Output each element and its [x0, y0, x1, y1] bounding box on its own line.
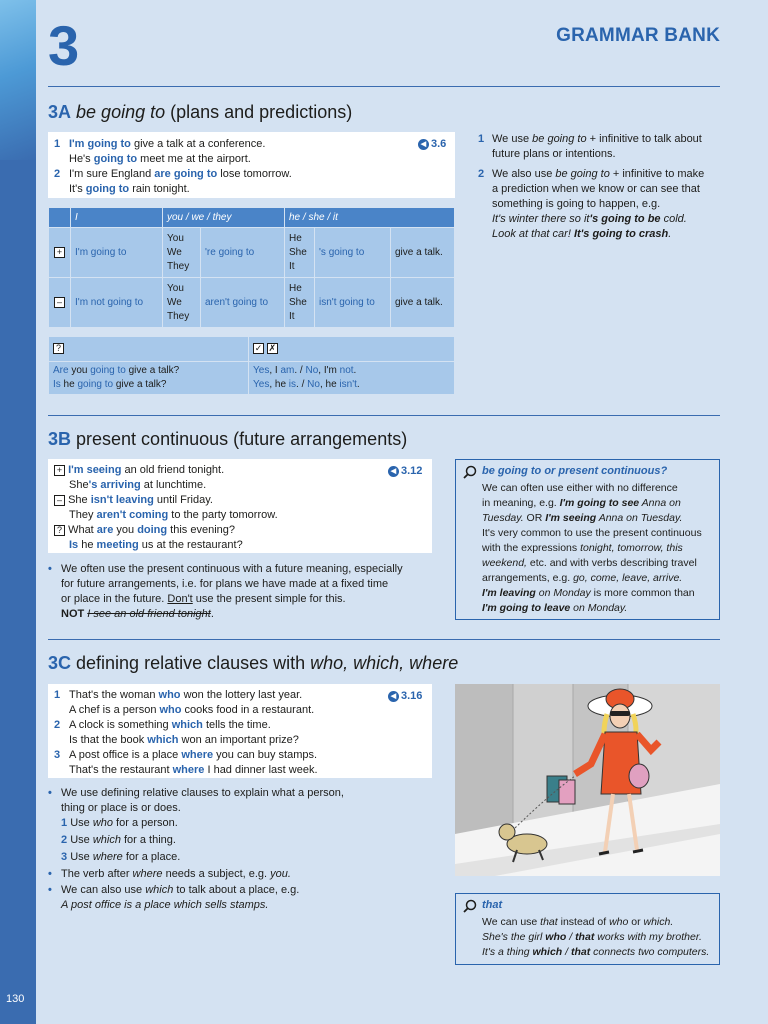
section-3a-examples: [48, 132, 455, 198]
cross-icon: ✗: [268, 343, 277, 353]
speaker-icon: ◀: [388, 691, 399, 702]
divider: [48, 415, 720, 416]
info-box-going-to-or-continuous: be going to or present continuous? We can often use either with no difference in meaning, e.g. I'm going to see Anna on Tuesday. OR I'm seeing Anna on Tuesday. It's very common to use the present continuous with the expressions tonight, tomorrow, this weekend, etc. and with verbs describing travel arrangements, e.g. go, come, leave, arrive. I'm leaving on Monday is more common than I'm going to leave on Monday.: [455, 459, 720, 620]
plus-icon: +: [54, 465, 65, 476]
questions-table: ? ✓ ✗ Are you going to give a talk? Is he going to give a talk? Yes, I am. / No, I'm not. Yes, he is. / No, he isn't.: [48, 336, 455, 395]
example-list: + I'm seeing an old friend tonight. She's arriving at lunchtime. – She isn't leaving until Friday. They aren't coming to the party tomorrow. ? What are you doing this evening? Is he meeting us at the restaurant?: [54, 463, 384, 553]
magnifier-icon: [463, 899, 477, 913]
example-1: 1 That's the woman who won the lottery last year. A chef is a person who cooks food in a restaurant.: [54, 689, 315, 716]
woman-with-dog-illustration: [455, 684, 720, 876]
section-3c-bullets: • We use defining relative clauses to explain what a person, thing or place is or does. 1 Use who for a person. 2 Use which for a thing. 3 Use where for a place. • The verb after where needs a subject, e.g. you. • We can also use which to talk about a place, e.g. A post office is a place which sells stamps.: [48, 787, 344, 911]
minus-icon: –: [54, 297, 65, 308]
speaker-icon: ◀: [418, 139, 429, 150]
question-icon: ?: [54, 525, 65, 536]
header-i: I: [71, 208, 163, 228]
table-row-negative: – I'm not going to You We They aren't going to He She It isn't going to give a talk.: [49, 278, 455, 328]
header-he-she-it: he / she / it: [285, 208, 455, 228]
plus-icon: +: [54, 247, 65, 258]
question-icon: ?: [53, 343, 64, 354]
example-2: 2 I'm sure England are going to lose tomorrow. It's going to rain tonight.: [54, 168, 292, 195]
unit-number: 3: [48, 14, 80, 77]
section-3b-examples: [48, 459, 432, 553]
tick-icon: ✓: [254, 343, 263, 353]
section-3b-title: 3B present continuous (future arrangements): [48, 429, 408, 449]
section-3a-title: 3A be going to (plans and predictions): [48, 102, 353, 122]
table-row-positive: + I'm going to You We They 're going to He She It 's going to give a talk.: [49, 228, 455, 278]
divider: [48, 639, 720, 640]
speaker-icon: ◀: [388, 466, 399, 477]
magnifier-icon: [463, 465, 477, 479]
example-3: 3 A post office is a place where you can buy stamps. That's the restaurant where I had dinner last week.: [54, 749, 318, 776]
section-3c-title: 3C defining relative clauses with who, which, where: [48, 653, 459, 673]
section-3b-bullet: • We often use the present continuous with a future meaning, especially for future arrangements, i.e. for plans we have made at a fixed time or place in the future. Don't use the present simple for this. NOT I see an old friend tonight.: [48, 563, 403, 620]
audio-track-3-12[interactable]: ◀ 3.12: [388, 464, 422, 479]
page-number: 130: [6, 993, 25, 1005]
side-bar-decoration: [0, 0, 36, 160]
section-3a-rules: 1 We use be going to + infinitive to talk about future plans or intentions. 2 We also use be going to + infinitive to make a prediction when we know or can see that something is going to happen, e.g. It's winter there so it's going to be cold. Look at that car! It's going to crash.: [478, 133, 705, 240]
illustration-woman-walking-dog: [455, 684, 720, 876]
section-3c-examples: [48, 684, 432, 778]
example-1: 1 I'm going to give a talk at a conference. He's going to meet me at the airport.: [54, 138, 266, 165]
example-2: 2 A clock is something which tells the time. Is that the book which won an important prize?: [54, 719, 299, 746]
audio-track-3-6[interactable]: ◀ 3.6: [418, 137, 446, 152]
page-header: GRAMMAR BANK: [556, 25, 720, 46]
info-box-that: that We can use that instead of who or which. She's the girl who / that works with my brother. It's a thing which / that connects two computers.: [455, 893, 720, 965]
audio-track-3-16[interactable]: ◀ 3.16: [388, 689, 422, 704]
header-you-we-they: you / we / they: [163, 208, 285, 228]
divider: [48, 86, 720, 87]
minus-icon: –: [54, 495, 65, 506]
be-going-to-table: [48, 207, 455, 328]
